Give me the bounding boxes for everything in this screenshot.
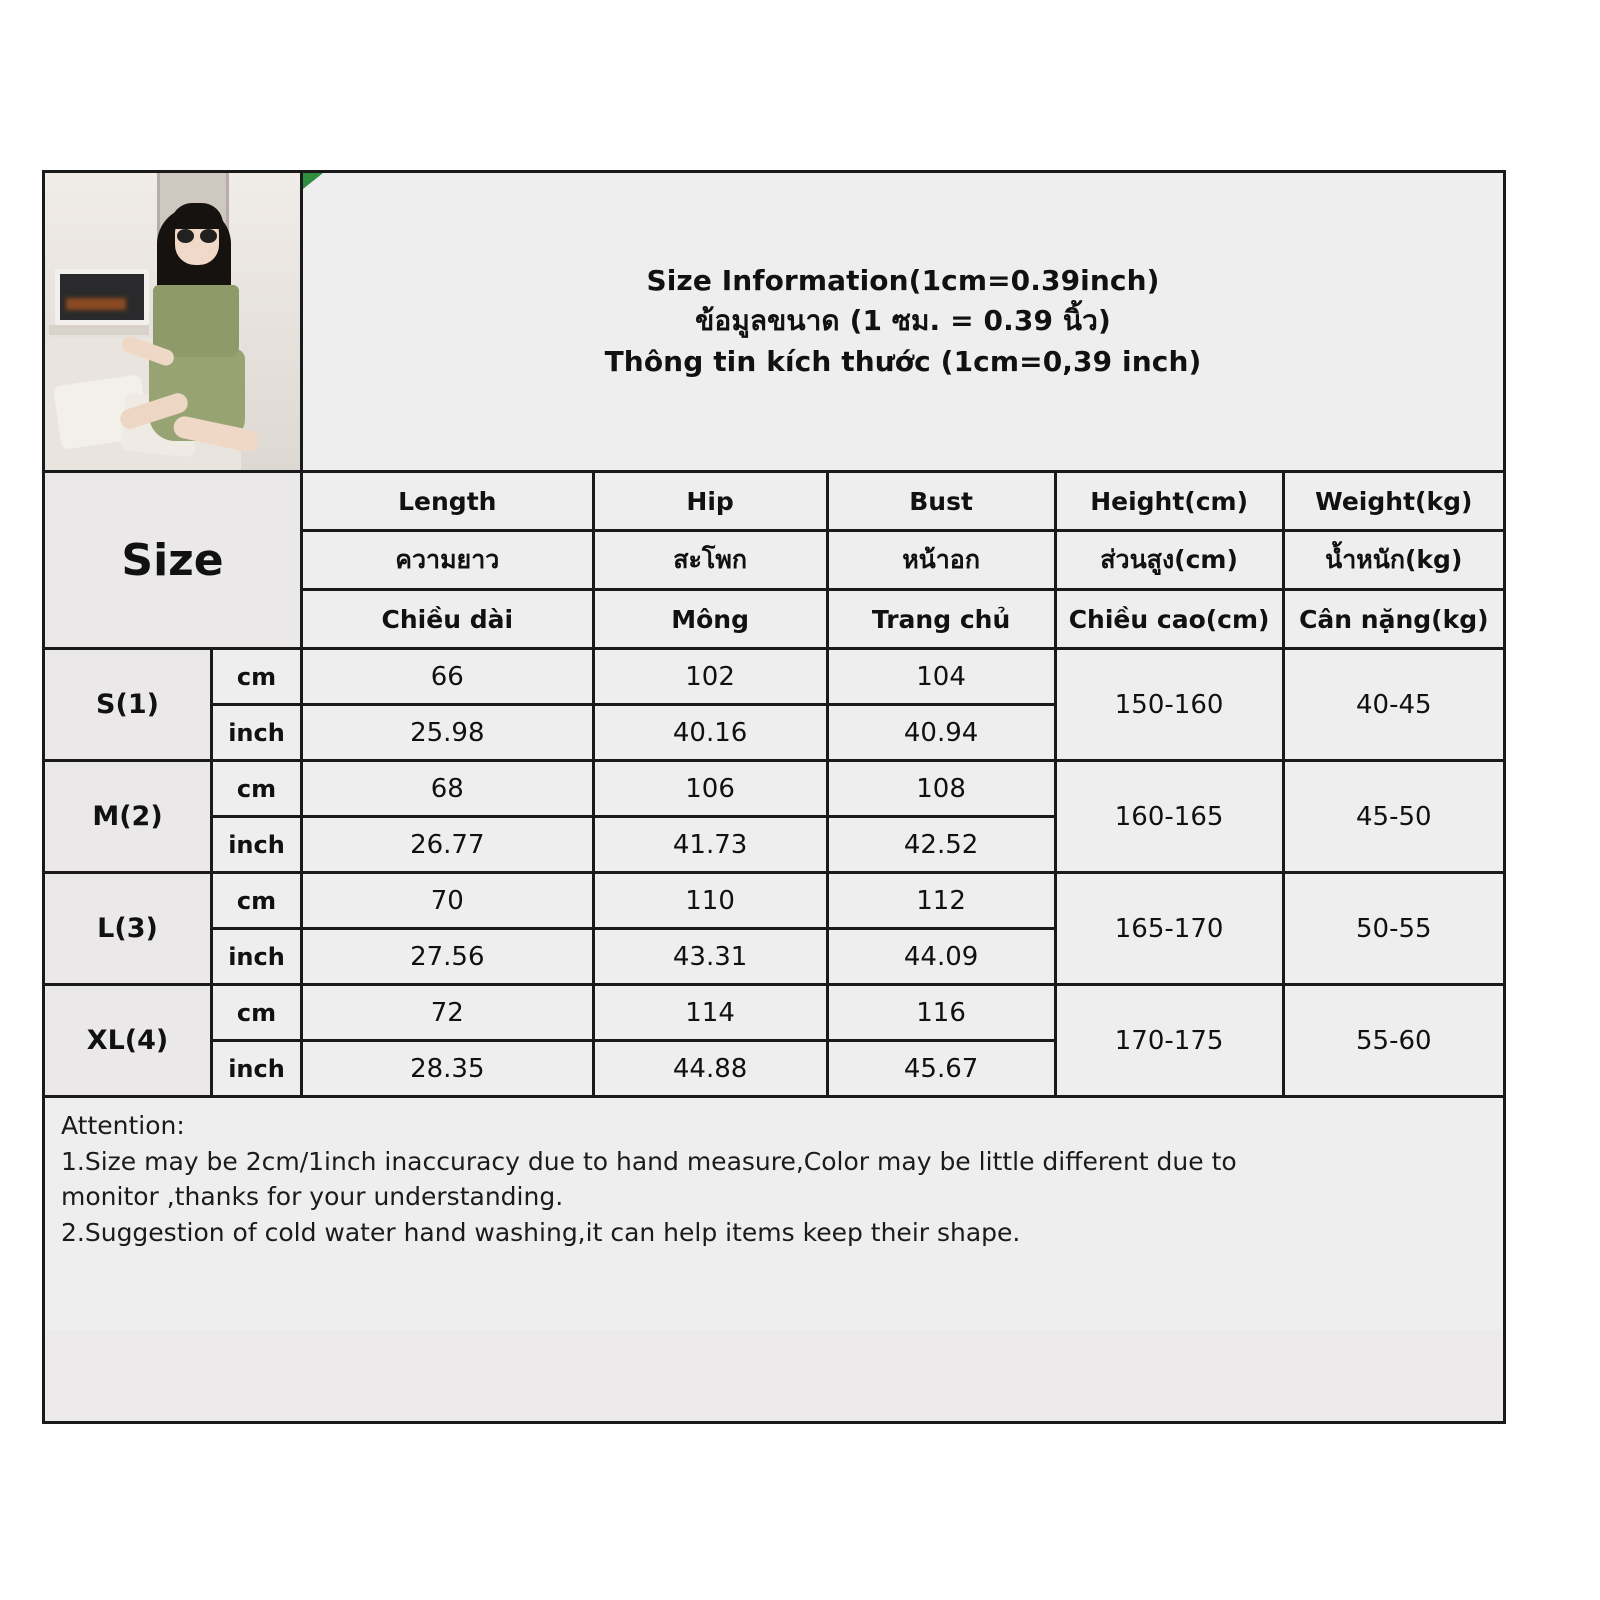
photo-model-top [153,285,239,357]
cell-hip [595,874,829,983]
length-inch: 28.35 [303,1039,592,1095]
cell-bust [829,650,1057,759]
bust-inch: 44.09 [829,927,1054,983]
cell-bust [829,986,1057,1095]
col-length-th: ความยาว [303,532,595,588]
unit-cm: cm [236,886,277,915]
cell-weight: 50-55 [1285,874,1503,983]
cell-length [303,650,595,759]
row-size-label: M(2) [45,762,213,871]
table-row [45,986,1503,1098]
cell-bust [829,874,1057,983]
header-row-thai [303,529,1503,588]
col-length-en: Length [303,473,595,529]
title-english: Size Information(1cm=0.39inch) [646,263,1160,297]
bust-cm: 116 [916,997,966,1028]
cell-weight: 45-50 [1285,762,1503,871]
unit-inch: inch [213,927,300,983]
unit-cm: cm [236,998,277,1027]
length-cm: 68 [430,773,464,804]
cell-height: 165-170 [1057,874,1285,983]
row-measures [303,650,1503,759]
bust-inch: 45.67 [829,1039,1054,1095]
row-size-label: S(1) [45,650,213,759]
photo-fire-glow [66,298,126,310]
cell-hip [595,986,829,1095]
size-column-header: Size [45,473,303,647]
unit-inch: inch [213,815,300,871]
length-cm: 72 [430,997,464,1028]
photo-model-hair-top [171,203,223,229]
hip-inch: 41.73 [595,815,826,871]
cell-length [303,986,595,1095]
cell-bust [829,762,1057,871]
unit-inch: inch [213,703,300,759]
cell-height: 170-175 [1057,986,1285,1095]
cell-length [303,874,595,983]
title-vietnamese: Thông tin kích thước (1cm=0,39 inch) [604,344,1202,378]
header-row-vietnamese [303,588,1503,647]
green-corner-marker [303,173,323,189]
hip-inch: 43.31 [595,927,826,983]
col-bust-en: Bust [829,473,1057,529]
table-row [45,650,1503,762]
length-inch: 27.56 [303,927,592,983]
col-hip-vi: Mông [595,591,829,647]
unit-column [213,874,303,983]
title-thai: ข้อมูลขนาด (1 ซม. = 0.39 นิ้ว) [695,304,1111,338]
attention-note-1-line-2: monitor ,thanks for your understanding. [61,1182,564,1211]
row-measures [303,874,1503,983]
col-weight-vi: Cân nặng(kg) [1285,591,1503,647]
hip-inch: 40.16 [595,703,826,759]
col-weight-en: Weight(kg) [1285,473,1503,529]
table-header [45,473,1503,650]
col-height-vi: Chiều cao(cm) [1057,591,1285,647]
attention-block [45,1098,1503,1330]
cell-height: 150-160 [1057,650,1285,759]
photo-shelf [49,325,149,335]
size-chart-card [42,170,1506,1424]
unit-column [213,650,303,759]
hip-cm: 106 [685,773,735,804]
hip-cm: 110 [685,885,735,916]
hip-cm: 114 [685,997,735,1028]
col-hip-th: สะโพก [595,532,829,588]
col-length-vi: Chiều dài [303,591,595,647]
cell-hip [595,650,829,759]
cell-hip [595,762,829,871]
attention-note-1-line-1: 1.Size may be 2cm/1inch inaccuracy due to hand measure,Color may be little different due to [61,1146,1237,1176]
col-weight-th: น้ำหนัก(kg) [1285,532,1503,588]
col-height-th: ส่วนสูง(cm) [1057,532,1285,588]
col-hip-en: Hip [595,473,829,529]
unit-cm: cm [236,662,277,691]
table-row [45,762,1503,874]
unit-cm: cm [236,774,277,803]
bust-cm: 104 [916,661,966,692]
hip-cm: 102 [685,661,735,692]
row-size-label: XL(4) [45,986,213,1095]
col-bust-th: หน้าอก [829,532,1057,588]
product-photo [45,173,303,470]
bust-cm: 108 [916,773,966,804]
table-row [45,874,1503,986]
header-row-english [303,473,1503,529]
length-cm: 66 [430,661,464,692]
bust-inch: 40.94 [829,703,1054,759]
sunglasses-icon [177,229,217,243]
cell-weight: 40-45 [1285,650,1503,759]
length-cm: 70 [430,885,464,916]
col-height-en: Height(cm) [1057,473,1285,529]
chart-header-band [45,173,1503,473]
cell-height: 160-165 [1057,762,1285,871]
attention-heading: Attention: [61,1111,185,1140]
bust-inch: 42.52 [829,815,1054,871]
unit-column [213,986,303,1095]
length-inch: 25.98 [303,703,592,759]
unit-inch: inch [213,1039,300,1095]
row-measures [303,986,1503,1095]
table-body [45,650,1503,1098]
cell-weight: 55-60 [1285,986,1503,1095]
cell-length [303,762,595,871]
unit-column [213,762,303,871]
hip-inch: 44.88 [595,1039,826,1095]
row-measures [303,762,1503,871]
attention-note-2: 2.Suggestion of cold water hand washing,it can help items keep their shape. [61,1217,1021,1247]
length-inch: 26.77 [303,815,592,871]
column-headers [303,473,1503,647]
bust-cm: 112 [916,885,966,916]
title-block [303,173,1503,470]
photo-fireplace [55,269,149,325]
col-bust-vi: Trang chủ [829,591,1057,647]
row-size-label: L(3) [45,874,213,983]
